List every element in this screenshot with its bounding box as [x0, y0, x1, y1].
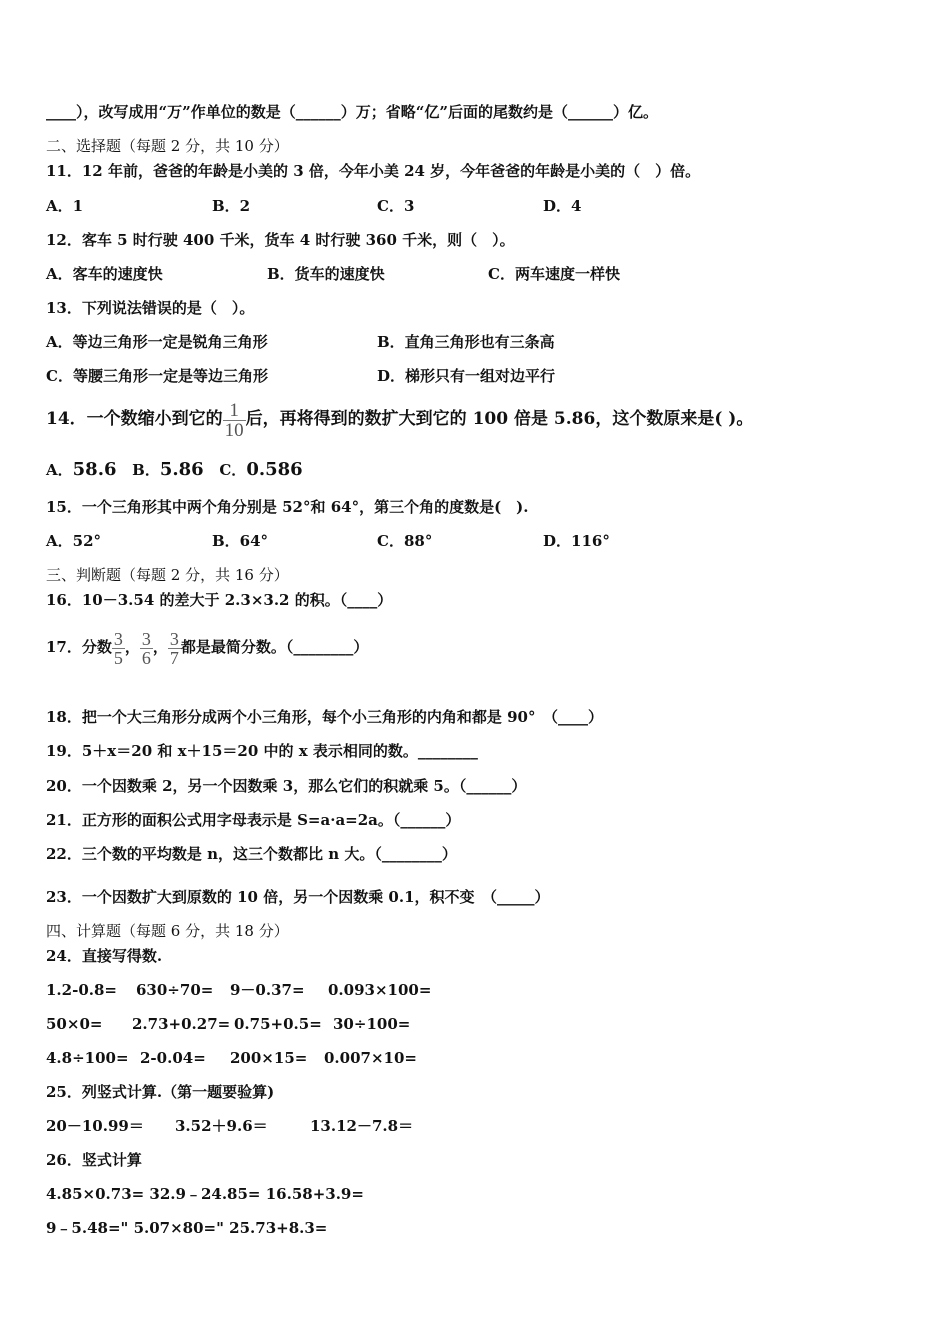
q14-opt-c-label: C． — [219, 461, 247, 479]
q17-sep-1: ， — [124, 638, 140, 656]
q17-frac-2-den: 6 — [141, 647, 151, 668]
q13-option-b: B．直角三角形也有三条高 — [377, 333, 555, 351]
q17-sep-2: ， — [152, 638, 168, 656]
question-17 — [46, 624, 368, 670]
q15-option-d: D．116° — [543, 532, 610, 550]
q11-option-a: A．1 — [46, 197, 84, 215]
q17-frac-2-num: 3 — [141, 628, 151, 649]
q13-option-d: D．梯形只有一组对边平行 — [377, 367, 556, 385]
question-23: 23．一个因数扩大到原数的 10 倍，另一个因数乘 0.1，积不变 （_____） — [46, 888, 550, 906]
q17-fraction-1 — [112, 630, 125, 667]
question-14 — [46, 396, 753, 442]
q14-opt-a-label: A． — [46, 461, 73, 479]
q14-frac-denominator: 10 — [224, 419, 244, 441]
q12-option-a: A．客车的速度快 — [46, 265, 163, 283]
q14-opt-b-label: B． — [132, 461, 160, 479]
q24-row-3-item-4: 0.007×10= — [324, 1049, 417, 1067]
q24-row-1-item-4: 0.093×100= — [328, 981, 432, 999]
q15-option-b: B．64° — [212, 532, 269, 550]
q14-opt-c-value: 0.586 — [246, 459, 303, 480]
question-18: 18．把一个大三角形分成两个小三角形，每个小三角形的内角和都是 90° （____） — [46, 708, 603, 726]
q15-option-c: C．88° — [377, 532, 433, 550]
q14-suffix: 后，再将得到的数扩大到它的 100 倍是 5.86，这个数原来是( )。 — [245, 409, 754, 429]
question-24: 24．直接写得数. — [46, 947, 163, 965]
question-15: 15．一个三角形其中两个角分别是 52°和 64°，第三个角的度数是( ). — [46, 498, 529, 516]
section-3-title: 三、判断题（每题 2 分，共 16 分） — [46, 566, 289, 584]
question-12: 12．客车 5 时行驶 400 千米，货车 4 时行驶 360 千米，则（ ）。 — [46, 231, 515, 249]
q15-option-a: A．52° — [46, 532, 102, 550]
q12-option-c: C．两车速度一样快 — [488, 265, 620, 283]
q11-option-c: C．3 — [377, 197, 415, 215]
question-16: 16．10－3.54 的差大于 2.3×3.2 的积。（____） — [46, 591, 393, 609]
q24-row-2-item-3: 0.75+0.5= — [234, 1015, 322, 1033]
q13-option-a: A．等边三角形一定是锐角三角形 — [46, 333, 268, 351]
q17-frac-1-den: 5 — [113, 647, 123, 668]
q13-option-c: C．等腰三角形一定是等边三角形 — [46, 367, 268, 385]
q24-row-2-item-4: 30÷100= — [333, 1015, 411, 1033]
question-22: 22．三个数的平均数是 n，这三个数都比 n 大。（________） — [46, 845, 457, 863]
q24-row-2-item-2: 2.73+0.27= — [132, 1015, 231, 1033]
q24-row-1-item-2: 630÷70= — [136, 981, 214, 999]
q25-item-2: 3.52＋9.6＝ — [175, 1117, 268, 1135]
q11-option-d: D．4 — [543, 197, 582, 215]
q14-fraction — [223, 401, 246, 440]
question-13: 13．下列说法错误的是（ ）。 — [46, 299, 255, 317]
q12-option-b: B．货车的速度快 — [267, 265, 385, 283]
question-26: 26．竖式计算 — [46, 1151, 142, 1169]
section-4-title: 四、计算题（每题 6 分，共 18 分） — [46, 922, 289, 940]
q24-row-1-item-3: 9－0.37= — [230, 981, 305, 999]
q24-row-3-item-1: 4.8÷100= — [46, 1049, 129, 1067]
question-20: 20．一个因数乘 2，另一个因数乘 3，那么它们的积就乘 5。（______） — [46, 777, 527, 795]
q26-line-2: 9﹣5.48=" 5.07×80=" 25.73+8.3= — [46, 1219, 328, 1237]
q17-frac-1-num: 3 — [113, 628, 123, 649]
q24-row-3-item-2: 2-0.04= — [140, 1049, 206, 1067]
q17-suffix: 都是最简分数。（________） — [180, 638, 369, 656]
q14-prefix: 14．一个数缩小到它的 — [46, 409, 223, 429]
q17-fraction-2 — [140, 630, 153, 667]
q26-line-1: 4.85×0.73= 32.9﹣24.85= 16.58+3.9= — [46, 1185, 364, 1203]
question-21: 21．正方形的面积公式用字母表示是 S=a·a=2a。（______） — [46, 811, 461, 829]
section-2-title: 二、选择题（每题 2 分，共 10 分） — [46, 137, 289, 155]
question-25: 25．列竖式计算.（第一题要验算) — [46, 1083, 275, 1101]
question-19: 19．5＋x＝20 和 x＋15＝20 中的 x 表示相同的数。________ — [46, 742, 478, 760]
question-11: 11．12 年前，爸爸的年龄是小美的 3 倍，今年小美 24 岁，今年爸爸的年龄是小美的（ ）倍。 — [46, 162, 701, 180]
intro-line: ____），改写成用“万”作单位的数是（______）万；省略“亿”后面的尾数约是（______）亿。 — [46, 103, 659, 121]
q17-frac-3-den: 7 — [169, 647, 179, 668]
q14-frac-numerator: 1 — [229, 399, 239, 421]
q24-row-3-item-3: 200×15= — [230, 1049, 308, 1067]
q24-row-2-item-1: 50×0= — [46, 1015, 103, 1033]
q14-options — [46, 460, 303, 480]
q17-prefix: 17．分数 — [46, 638, 112, 656]
q14-opt-b-value: 5.86 — [159, 459, 204, 480]
q24-row-1-item-1: 1.2-0.8= — [46, 981, 117, 999]
q17-frac-3-num: 3 — [169, 628, 179, 649]
q25-item-3: 13.12－7.8＝ — [310, 1117, 414, 1135]
q14-opt-a-value: 58.6 — [72, 459, 117, 480]
q11-option-b: B．2 — [212, 197, 251, 215]
q17-fraction-3 — [168, 630, 181, 667]
q25-item-1: 20－10.99＝ — [46, 1117, 144, 1135]
